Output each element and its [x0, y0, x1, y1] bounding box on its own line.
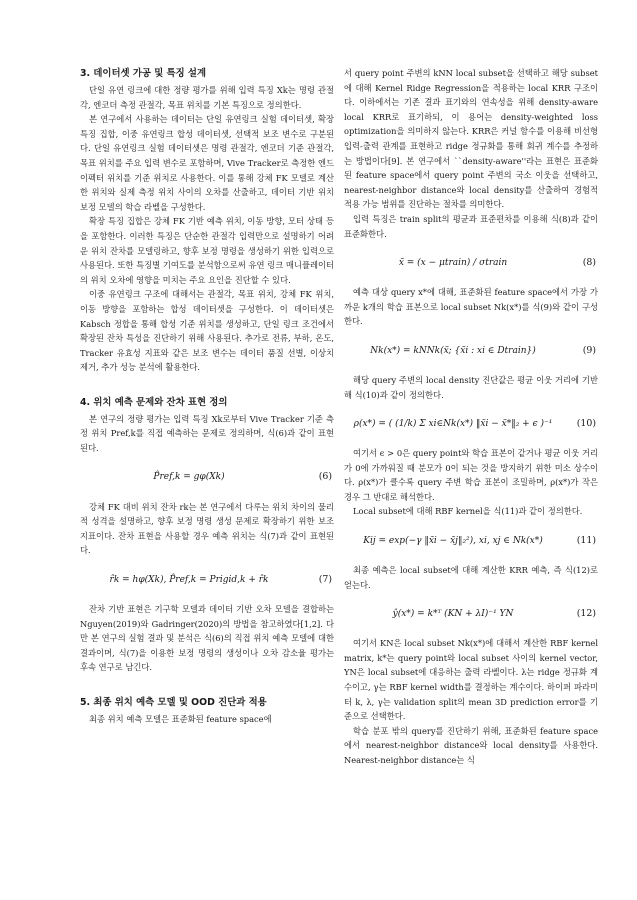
equation-6-expression: P̂ref,k = gφ(Xk)	[153, 472, 225, 483]
section-4-paragraph-2: 강체 FK 대비 위치 잔차 rk는 본 연구에서 다루는 위치 차이의 물리적 성격을 설명하고, 향후 보정 명령 생성 문제로 확장하기 위한 보조 지표이다. 잔차 표현을 사용할 경우 예측 위치는 식(7)과 같이 표현된다.	[80, 501, 334, 556]
equation-10-number: (10)	[576, 417, 596, 429]
equation-7-expression: r̂k = hφ(Xk), P̂ref,k = Prigid,k + r̂k	[109, 574, 269, 585]
section-3-paragraph-4: 이중 유연링크 구조에 대해서는 관절각, 목표 위치, 강체 FK 위치, 이동 방향을 포함하는 합성 데이터셋을 구성한다. 이 데이터셋은 Kabsch 정합을 통해 합성 기준 위치를 생성하고, 단일 링크 조건에서 확장된 잔차 특성을 진단하기 위해 사용된다. 추가로 전류, 부하, 온도, Tracker 유효성 지표와 같은 보조 변수는 데이터 품질 선별, 이상치 제거, 추가 성능 분석에 활용한다.	[80, 289, 334, 373]
section-4-heading: 4. 위치 예측 문제와 잔차 표현 정의	[80, 396, 228, 408]
equation-6-number: (6)	[318, 471, 332, 483]
equation-11	[344, 525, 598, 557]
right-paragraph-8: 여기서 KN은 local subset Nk(x*)에 대해서 계산한 RBF kernel matrix, k*는 query point와 local subset 사이의 kernel vector, YN은 local subset에 대응하는 출력 라벨이다. λ는 ridge 정규화 계수이고, γ는 RBF kernel width를 결정하는 계수이다. 하이퍼 파라미터 k, λ, γ는 validation split의 mean 3D prediction error를 기준으로 선택한다.	[344, 638, 598, 722]
equation-10	[344, 408, 598, 440]
right-paragraph-5: 여기서 ϵ > 0은 query point와 학습 표본이 같거나 평균 이웃 거리가 0에 가까워질 때 분모가 0이 되는 것을 방지하기 위한 미소 상수이다. ρ(x*)가 클수록 query 주변 학습 표본이 조밀하며, ρ(x*)가 작은 경우 그 반대로 해석한다.	[344, 448, 598, 502]
right-paragraph-1: 서 query point 주변의 kNN local subset을 선택하고 해당 subset에 대해 Kernel Ridge Regression을 적용하는 local KRR 구조이다. 이하에서는 기존 결과 표기와의 연속성을 위해 density-aware local KRR로 표기하되, 이 용어는 density-weighted loss optimization을 의미하지 않는다. KRR은 커널 함수를 이용해 비선형 입력-출력 관계를 표현하고 ridge 정규화를 통해 회귀 계수를 추정하는 방법이다[9]. 본 연구에서 ``density-aware''라는 표현은 표준화된 feature space에서 query point 주변의 국소 이웃을 선택하고, nearest-neighbor distance와 local density를 산출하여 경험적 적용 가능 범위를 진단하는 절차를 의미한다.	[344, 68, 598, 210]
equation-10-expression: ρ(x*) = ( (1/k) Σ xi∈Nk(x*) ‖x̃i − x̃*‖₂ + ϵ )⁻¹	[353, 418, 553, 429]
section-5-heading: 5. 최종 위치 예측 모델 및 OOD 진단과 적용	[80, 697, 267, 708]
equation-11-expression: Kij = exp(−γ ‖x̃i − x̃j‖₂²), xi, xj ∈ Nk(x*)	[363, 535, 543, 546]
equation-9-number: (9)	[582, 344, 596, 356]
equation-9-expression: Nk(x*) = kNNk(x̃; {x̃i : xi ∈ Dtrain})	[370, 345, 536, 356]
right-paragraph-2: 입력 특징은 train split의 평균과 표준편차를 이용해 식(8)과 같이 표준화한다.	[344, 213, 598, 239]
equation-8	[344, 247, 598, 279]
section-3-paragraph-1: 단일 유연 링크에 대한 정량 평가를 위해 입력 특징 Xk는 명령 관절각, 엔코더 측정 관절각, 목표 위치를 기본 특징으로 정의한다.	[80, 85, 334, 110]
right-paragraph-6: Local subset에 대해 RBF kernel을 식(11)과 같이 정의한다.	[353, 506, 583, 517]
section-3-paragraph-3: 확장 특징 집합은 강체 FK 기반 예측 위치, 이동 방향, 모터 상태 등을 포함한다. 이러한 특징은 단순한 관절각 입력만으로 설명하기 어려운 위치 잔차를 모델링하고, 향후 보정 명령을 생성하기 위한 입력으로 사용된다. 또한 특징별 기여도를 분석함으로써 유연 링크 매니퓰레이터의 위치 오차에 영향을 미치는 주요 요인을 진단할 수 있다.	[80, 216, 334, 285]
equation-12	[344, 598, 598, 630]
equation-12-number: (12)	[576, 607, 596, 619]
equation-9	[344, 335, 598, 367]
section-5-paragraph-1: 최종 위치 예측 모델은 표준화된 feature space에	[89, 714, 272, 724]
section-4-paragraph-3: 잔차 기반 표현은 기구학 모델과 데이터 기반 오차 모델을 결합하는 Nguyen(2019)와 Gadringer(2020)의 방법을 참고하였다[1,2]. 다만 본 연구의 실험 결과 및 분석은 식(6)의 직접 위치 예측 모델에 대한 결과이며, 식(7)을 이용한 보정 명령의 생성이나 오차 감소율 평가는 후속 연구로 남긴다.	[80, 604, 334, 673]
right-paragraph-4: 해당 query 주변의 local density 진단값은 평균 이웃 거리에 기반해 식(10)과 같이 정의한다.	[344, 374, 598, 400]
equation-8-expression: x̃ = (x − μtrain) / σtrain	[398, 257, 508, 268]
right-paragraph-9: 학습 분포 밖의 query를 진단하기 위해, 표준화된 feature space에서 nearest-neighbor distance와 local density를 사용한다. Nearest-neighbor distance는 식	[344, 725, 598, 765]
equation-6	[80, 462, 334, 494]
left-column	[80, 66, 334, 727]
equation-7-number: (7)	[318, 573, 332, 585]
section-4-paragraph-1: 본 연구의 정량 평가는 입력 특징 Xk로부터 Vive Tracker 기준 측정 위치 Pref,k를 직접 예측하는 문제로 정의하며, 식(6)과 같이 표현된다.	[80, 413, 334, 454]
right-paragraph-3: 예측 대상 query x*에 대해, 표준화된 feature space에서 가장 가까운 k개의 학습 표본으로 local subset Nk(x*)를 식(9)와 같이 구성한다.	[344, 287, 598, 327]
right-column	[344, 66, 598, 768]
equation-8-number: (8)	[582, 256, 596, 268]
equation-12-expression: ŷ(x*) = k*ᵀ (KN + λI)⁻¹ YN	[392, 608, 514, 619]
section-3-heading: 3. 데이터셋 가공 및 특징 설계	[80, 68, 207, 79]
equation-11-number: (11)	[576, 534, 596, 546]
section-3-paragraph-2: 본 연구에서 사용하는 데이터는 단일 유연링크 실험 데이터셋, 확장 특징 집합, 이중 유연링크 합성 데이터셋, 선택적 보조 변수로 구분된다. 단일 유연링크 실험 데이터셋은 명령 관절각, 엔코더 기준 관절각, 목표 위치를 주요 입력 변수로 포함하며, Vive Tracker로 측정한 엔드이펙터 위치를 기준 위치로 사용한다. 이를 통해 강체 FK 모델로 계산한 위치와 실제 측정 위치 사이의 오차를 산출하고, 데이터 기반 위치 보정 모델의 학습 라벨을 구성한다.	[80, 114, 334, 212]
right-paragraph-7: 최종 예측은 local subset에 대해 계산한 KRR 예측, 즉 식(12)로 얻는다.	[344, 565, 598, 590]
equation-7	[80, 564, 334, 596]
